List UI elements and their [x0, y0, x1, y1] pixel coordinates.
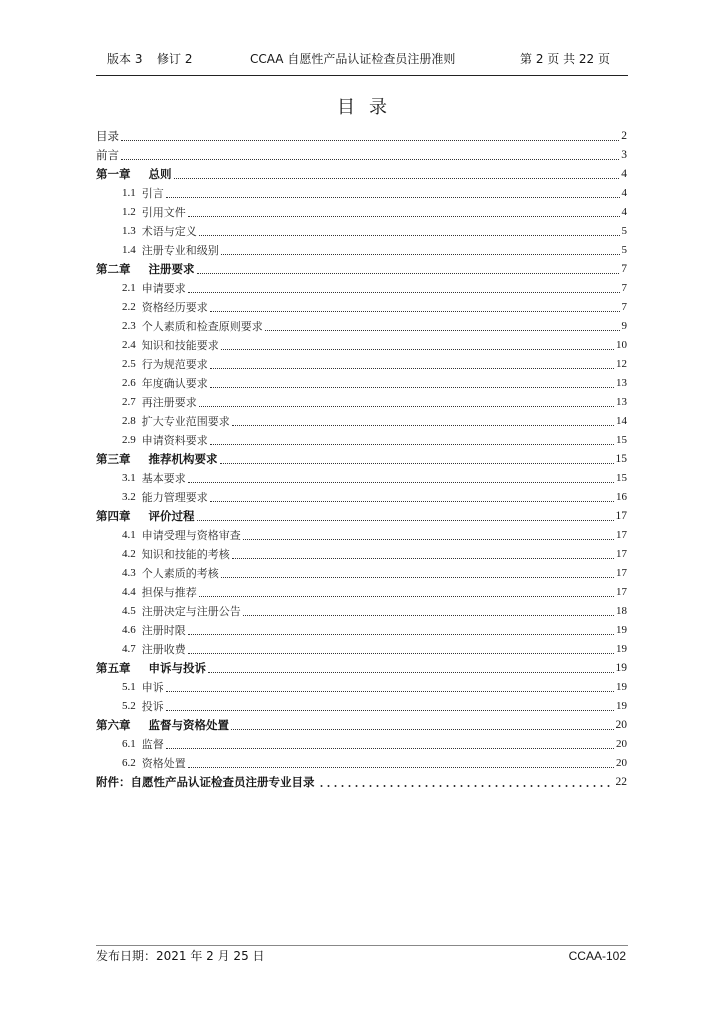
- toc-entry-label: [122, 640, 186, 659]
- toc-entry-page: 3: [621, 149, 627, 161]
- toc-entry-title: 扩大专业范围要求: [141, 415, 230, 428]
- document-code: CCAA-102: [568, 949, 626, 963]
- version-label: 版本 3: [107, 52, 143, 66]
- dot-leader: [210, 444, 614, 445]
- dot-leader: [166, 691, 614, 692]
- toc-entry-title: 监督与资格处置: [148, 718, 229, 732]
- toc-entry-number: 4.5: [122, 605, 136, 617]
- toc-entry-title: 推荐机构要求: [148, 452, 218, 466]
- toc-entry-label: [122, 203, 186, 222]
- toc-entry-label: [122, 583, 197, 602]
- dot-leader: [166, 748, 614, 749]
- toc-entry-title: 附件：自愿性产品认证检查员注册专业目录: [96, 775, 315, 789]
- toc-entry-number: 2.7: [122, 396, 136, 408]
- toc-entry-title: 再注册要求: [141, 396, 197, 409]
- toc-entry-label: [122, 336, 219, 355]
- toc-entry[interactable]: [96, 355, 627, 374]
- toc-entry-number: 6.1: [122, 738, 136, 750]
- dot-leader: [188, 216, 620, 217]
- toc-entry-number: 第四章: [96, 509, 131, 523]
- dot-leader: [188, 292, 620, 293]
- toc-entry[interactable]: [96, 393, 627, 412]
- toc-entry-page: 7: [621, 263, 627, 275]
- toc-entry-title: 知识和技能要求: [141, 339, 219, 352]
- toc-entry-page: 13: [616, 396, 627, 408]
- toc-entry-page: 17: [616, 586, 627, 598]
- dot-leader: [121, 140, 619, 141]
- toc-entry[interactable]: [96, 545, 627, 564]
- toc-entry-label: [122, 317, 263, 336]
- toc-entry-number: 2.1: [122, 282, 136, 294]
- dot-leader: [174, 178, 620, 179]
- table-of-contents: [96, 127, 627, 792]
- dot-leader: [221, 254, 620, 255]
- toc-entry-title: 能力管理要求: [141, 491, 208, 504]
- toc-entry-title: 注册时限: [141, 624, 186, 637]
- toc-entry-number: 第二章: [96, 262, 131, 276]
- toc-entry-label: [96, 146, 119, 165]
- dot-leader: [121, 159, 619, 160]
- dot-leader: [166, 197, 620, 198]
- toc-entry[interactable]: [96, 640, 627, 659]
- toc-entry-page: 4: [621, 187, 627, 199]
- toc-entry-label: [122, 697, 164, 716]
- toc-entry-number: 4.3: [122, 567, 136, 579]
- toc-entry-page: 2: [621, 130, 627, 142]
- toc-entry-number: 2.5: [122, 358, 136, 370]
- toc-entry-page: 4: [621, 206, 627, 218]
- header-divider: [96, 75, 628, 76]
- toc-entry-title: 监督: [141, 738, 164, 751]
- toc-entry-label: [96, 450, 218, 469]
- toc-entry-page: 19: [616, 700, 627, 712]
- toc-entry-page: 17: [615, 510, 627, 522]
- toc-entry[interactable]: [96, 203, 627, 222]
- toc-entry-label: [122, 621, 186, 640]
- revision-label: 修订 2: [157, 52, 193, 66]
- dot-leader: [318, 785, 610, 787]
- dot-leader: [188, 482, 614, 483]
- toc-entry-number: 4.4: [122, 586, 136, 598]
- toc-entry-title: 术语与定义: [141, 225, 197, 238]
- toc-entry[interactable]: [96, 697, 627, 716]
- dot-leader: [188, 653, 614, 654]
- toc-entry-number: 1.1: [122, 187, 136, 199]
- toc-entry-label: [122, 564, 219, 583]
- toc-entry-label: [122, 393, 197, 412]
- toc-entry-page: 13: [616, 377, 627, 389]
- dot-leader: [210, 387, 614, 388]
- toc-entry-label: [122, 412, 230, 431]
- toc-entry-page: 17: [616, 567, 627, 579]
- toc-entry-title: 注册决定与注册公告: [141, 605, 241, 618]
- toc-entry-page: 19: [616, 681, 627, 693]
- toc-entry-title: 注册要求: [148, 262, 195, 276]
- toc-entry-title: 基本要求: [141, 472, 186, 485]
- toc-entry-label: [122, 298, 208, 317]
- issue-date: 发布日期：2021 年 2 月 25 日: [96, 949, 265, 963]
- toc-entry[interactable]: [96, 298, 627, 317]
- toc-entry-label: [122, 678, 164, 697]
- dot-leader: [210, 311, 620, 312]
- toc-entry-number: 4.2: [122, 548, 136, 560]
- toc-entry-number: 2.8: [122, 415, 136, 427]
- toc-entry-page: 22: [615, 776, 627, 788]
- toc-entry[interactable]: [96, 222, 627, 241]
- toc-entry-number: 2.6: [122, 377, 136, 389]
- toc-entry-page: 9: [621, 320, 627, 332]
- toc-entry[interactable]: [96, 431, 627, 450]
- toc-entry-page: 17: [616, 529, 627, 541]
- toc-entry-label: [122, 355, 208, 374]
- toc-entry-label: [96, 507, 195, 526]
- toc-entry-number: 2.2: [122, 301, 136, 313]
- toc-entry[interactable]: [96, 564, 627, 583]
- dot-leader: [197, 520, 614, 521]
- toc-entry-title: 引言: [141, 187, 164, 200]
- toc-entry-label: [96, 127, 119, 146]
- dot-leader: [232, 425, 614, 426]
- toc-entry[interactable]: [96, 507, 627, 526]
- dot-leader: [243, 539, 614, 540]
- toc-entry-title: 行为规范要求: [141, 358, 208, 371]
- toc-entry-title: 申请资料要求: [141, 434, 208, 447]
- toc-entry-title: 申请受理与资格审查: [141, 529, 241, 542]
- toc-entry-label: [122, 526, 241, 545]
- toc-entry-page: 14: [616, 415, 627, 427]
- toc-entry-title: 个人素质和检查原则要求: [141, 320, 263, 333]
- toc-entry-number: 1.3: [122, 225, 136, 237]
- toc-entry-page: 20: [616, 757, 627, 769]
- toc-entry[interactable]: [96, 450, 627, 469]
- toc-entry-page: 18: [616, 605, 627, 617]
- toc-entry[interactable]: [96, 773, 627, 792]
- toc-entry[interactable]: [96, 602, 627, 621]
- toc-entry[interactable]: [96, 241, 627, 260]
- toc-entry-page: 5: [621, 225, 627, 237]
- toc-entry-page: 19: [616, 624, 627, 636]
- toc-entry-number: 第三章: [96, 452, 131, 466]
- toc-entry-number: 第五章: [96, 661, 131, 675]
- toc-entry-number: 3.2: [122, 491, 136, 503]
- toc-entry-title: 注册收费: [141, 643, 186, 656]
- toc-entry-label: [122, 374, 208, 393]
- toc-entry[interactable]: [96, 336, 627, 355]
- toc-entry-title: 评价过程: [148, 509, 195, 523]
- toc-entry-page: 12: [616, 358, 627, 370]
- dot-leader: [221, 349, 614, 350]
- toc-entry-label: [122, 602, 241, 621]
- toc-entry-title: 资格经历要求: [141, 301, 208, 314]
- toc-entry-label: [96, 659, 206, 678]
- toc-entry[interactable]: [96, 716, 627, 735]
- dot-leader: [199, 406, 614, 407]
- toc-entry-page: 19: [615, 662, 627, 674]
- toc-entry-page: 20: [616, 738, 627, 750]
- dot-leader: [210, 368, 614, 369]
- toc-heading: 目录: [337, 97, 401, 118]
- toc-entry-page: 10: [616, 339, 627, 351]
- toc-entry[interactable]: [96, 146, 627, 165]
- toc-entry-number: 4.7: [122, 643, 136, 655]
- toc-entry-page: 15: [616, 434, 627, 446]
- dot-leader: [220, 463, 614, 464]
- toc-entry-title: 注册专业和级别: [141, 244, 219, 257]
- toc-entry[interactable]: [96, 127, 627, 146]
- toc-entry[interactable]: [96, 184, 627, 203]
- toc-entry-label: [96, 716, 229, 735]
- toc-entry-title: 总则: [148, 167, 172, 181]
- dot-leader: [166, 710, 614, 711]
- toc-entry[interactable]: [96, 488, 627, 507]
- toc-entry[interactable]: [96, 412, 627, 431]
- toc-entry[interactable]: [96, 260, 627, 279]
- dot-leader: [188, 767, 614, 768]
- toc-entry[interactable]: [96, 659, 627, 678]
- dot-leader: [210, 501, 614, 502]
- dot-leader: [231, 729, 614, 730]
- dot-leader: [265, 330, 620, 331]
- toc-entry-label: [122, 735, 164, 754]
- toc-entry-number: 1.4: [122, 244, 136, 256]
- toc-entry-title: 资格处置: [141, 757, 186, 770]
- toc-entry-label: [96, 260, 195, 279]
- toc-entry[interactable]: [96, 754, 627, 773]
- toc-entry[interactable]: [96, 735, 627, 754]
- toc-entry-title: 担保与推荐: [141, 586, 197, 599]
- dot-leader: [199, 596, 614, 597]
- toc-entry[interactable]: [96, 317, 627, 336]
- toc-entry-label: [122, 488, 208, 507]
- toc-entry[interactable]: [96, 621, 627, 640]
- toc-entry-page: 4: [621, 168, 627, 180]
- toc-entry-title: 申请要求: [141, 282, 186, 295]
- toc-entry-title: 个人素质的考核: [141, 567, 219, 580]
- toc-entry-title: 前言: [96, 148, 119, 162]
- toc-entry-number: 5.2: [122, 700, 136, 712]
- toc-entry[interactable]: [96, 165, 627, 184]
- toc-entry-page: 7: [621, 282, 627, 294]
- toc-entry-title: 投诉: [141, 700, 164, 713]
- toc-entry-number: 4.6: [122, 624, 136, 636]
- toc-entry[interactable]: [96, 374, 627, 393]
- toc-entry-page: 15: [615, 453, 627, 465]
- toc-entry-page: 17: [616, 548, 627, 560]
- toc-entry-label: [122, 469, 186, 488]
- toc-entry-title: 引用文件: [141, 206, 186, 219]
- toc-entry-number: 2.9: [122, 434, 136, 446]
- toc-entry-page: 15: [616, 472, 627, 484]
- document-title: CCAA 自愿性产品认证检查员注册准则: [250, 52, 456, 66]
- dot-leader: [221, 577, 614, 578]
- toc-entry-number: 第六章: [96, 718, 131, 732]
- toc-entry-label: [122, 545, 230, 564]
- toc-entry-title: 申诉与投诉: [148, 661, 206, 675]
- toc-entry-number: 2.3: [122, 320, 136, 332]
- toc-entry-number: 第一章: [96, 167, 131, 181]
- toc-entry-label: [96, 165, 172, 184]
- toc-entry-number: 5.1: [122, 681, 136, 693]
- toc-entry-number: 3.1: [122, 472, 136, 484]
- toc-entry-label: [122, 431, 208, 450]
- toc-entry-label: [122, 279, 186, 298]
- toc-entry-label: [122, 184, 164, 203]
- footer-divider: [96, 945, 628, 946]
- toc-entry[interactable]: [96, 678, 627, 697]
- toc-entry-label: [122, 241, 219, 260]
- toc-entry-page: 19: [616, 643, 627, 655]
- toc-entry-number: 1.2: [122, 206, 136, 218]
- dot-leader: [243, 615, 614, 616]
- toc-entry[interactable]: [96, 583, 627, 602]
- toc-entry-page: 20: [615, 719, 627, 731]
- toc-entry-number: 2.4: [122, 339, 136, 351]
- dot-leader: [199, 235, 620, 236]
- toc-entry[interactable]: [96, 469, 627, 488]
- toc-entry-number: 4.1: [122, 529, 136, 541]
- toc-entry-number: 6.2: [122, 757, 136, 769]
- toc-entry[interactable]: [96, 279, 627, 298]
- toc-entry-title: 申诉: [141, 681, 164, 694]
- toc-entry-label: [96, 773, 315, 792]
- toc-entry-label: [122, 754, 186, 773]
- toc-entry-title: 目录: [96, 129, 119, 143]
- toc-entry-page: 16: [616, 491, 627, 503]
- dot-leader: [208, 672, 614, 673]
- toc-entry-page: 5: [621, 244, 627, 256]
- dot-leader: [232, 558, 614, 559]
- page-info: 第 2 页 共 22 页: [520, 52, 610, 66]
- toc-entry-label: [122, 222, 197, 241]
- toc-entry-title: 年度确认要求: [141, 377, 208, 390]
- dot-leader: [197, 273, 620, 274]
- toc-entry-title: 知识和技能的考核: [141, 548, 230, 561]
- toc-entry-page: 7: [621, 301, 627, 313]
- toc-entry[interactable]: [96, 526, 627, 545]
- dot-leader: [188, 634, 614, 635]
